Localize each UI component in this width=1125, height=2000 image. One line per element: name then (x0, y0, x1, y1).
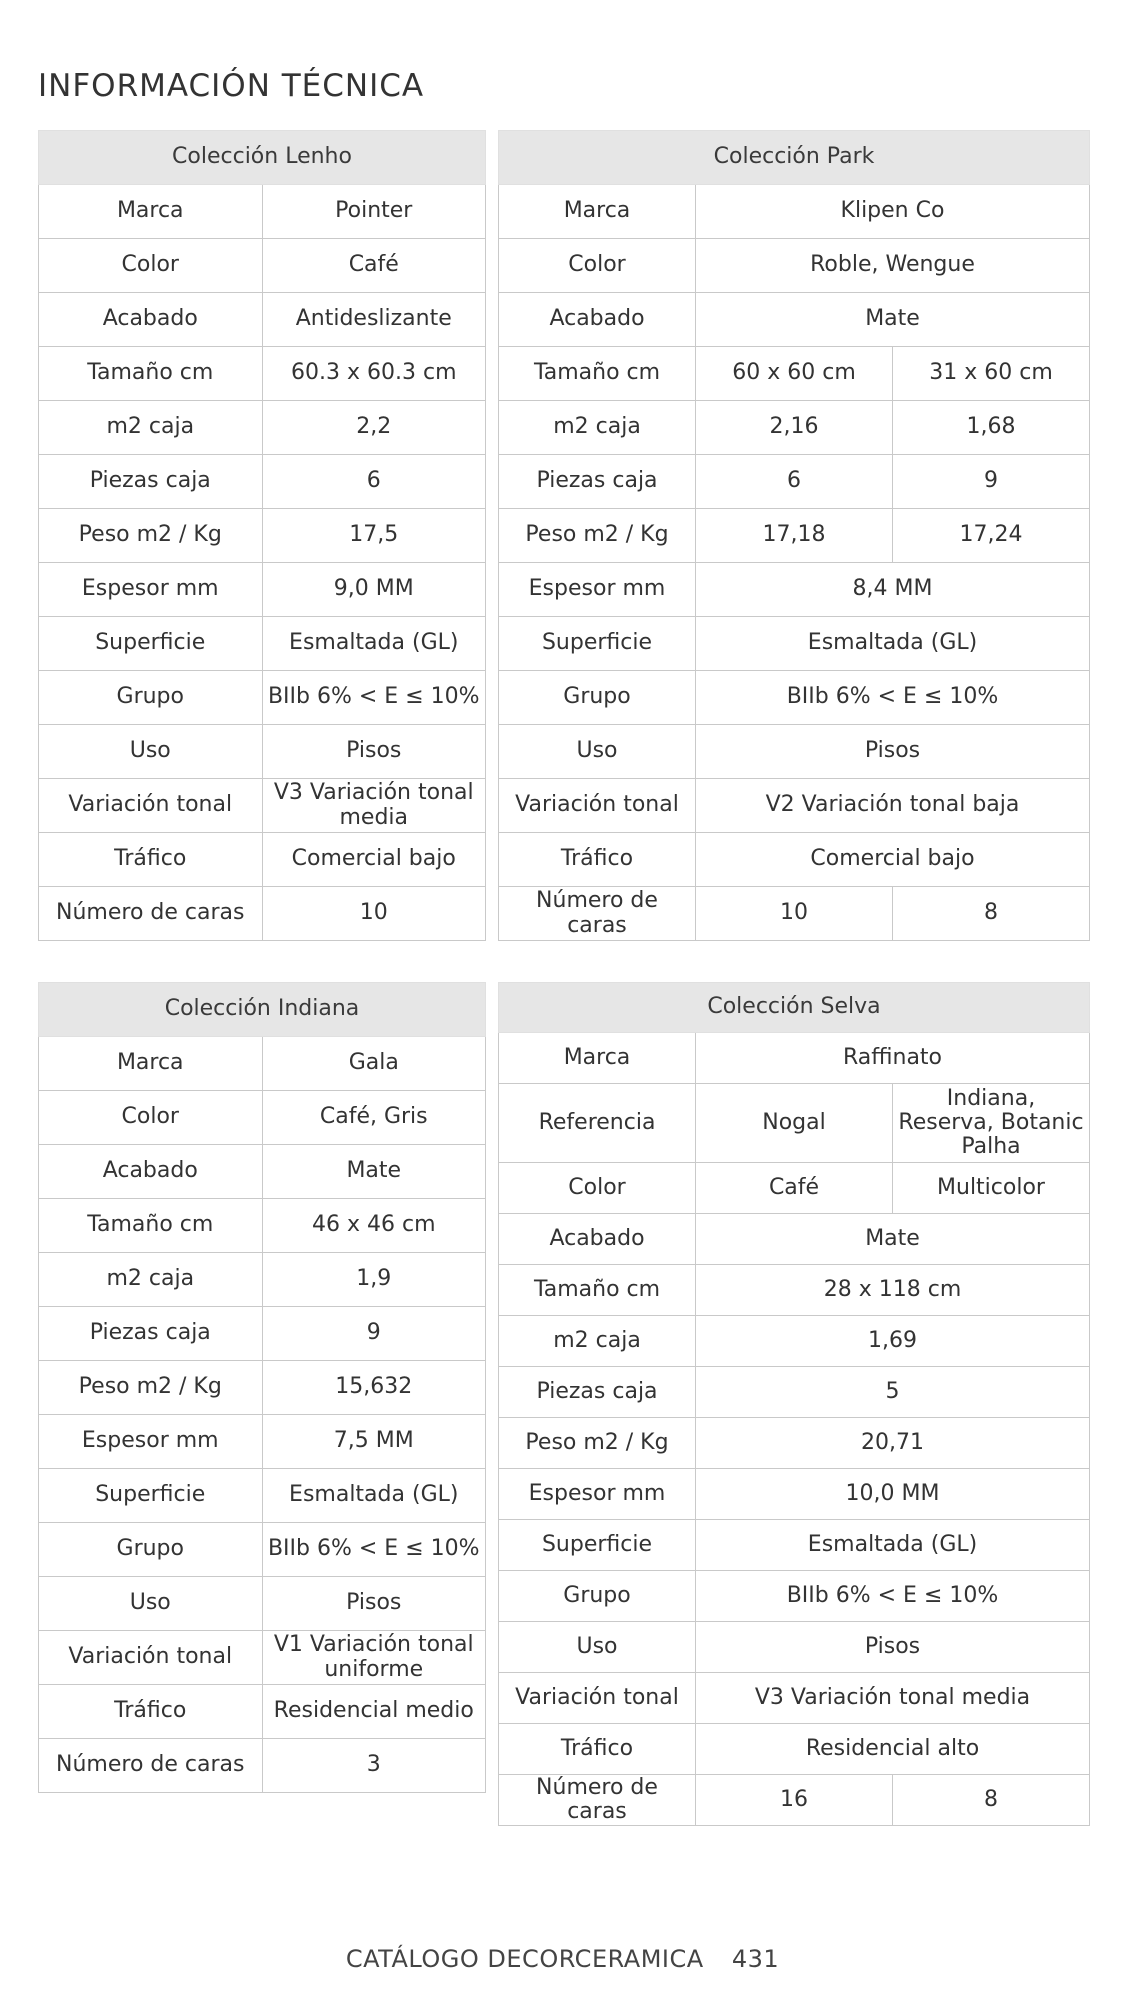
spec-label: Tamaño cm (39, 1199, 263, 1253)
table-row (499, 617, 1090, 671)
spec-value: 28 x 118 cm (696, 1265, 1090, 1316)
spec-value: Esmaltada (GL) (262, 1469, 486, 1523)
footer-page-number: 431 (731, 1945, 780, 1973)
table-row (39, 1415, 486, 1469)
table-row (39, 617, 486, 671)
spec-value: 7,5 MM (262, 1415, 486, 1469)
spec-value: Multicolor (893, 1163, 1090, 1214)
table-row (499, 347, 1090, 401)
spec-value: Indiana, Reserva, Botanic Palha (893, 1084, 1090, 1163)
spec-label: Variación tonal (499, 779, 696, 833)
table-row (39, 1577, 486, 1631)
spec-label: Peso m2 / Kg (499, 1418, 696, 1469)
spec-label: Tamaño cm (499, 347, 696, 401)
table-row (499, 887, 1090, 941)
spec-value: 1,69 (696, 1316, 1090, 1367)
table-row (499, 1214, 1090, 1265)
spec-table-selva (498, 982, 1090, 1826)
spec-value: V2 Variación tonal baja (696, 779, 1090, 833)
table-row (499, 563, 1090, 617)
table-row (39, 293, 486, 347)
spec-value: Pisos (696, 725, 1090, 779)
spec-label: Variación tonal (39, 1631, 263, 1685)
spec-label: Peso m2 / Kg (39, 1361, 263, 1415)
spec-label: Marca (39, 185, 263, 239)
spec-value: 9 (893, 455, 1090, 509)
table-header-row (39, 983, 486, 1037)
spec-value: BIIb 6% < E ≤ 10% (262, 671, 486, 725)
spec-value: Café (262, 239, 486, 293)
table-row (499, 509, 1090, 563)
spec-label: Grupo (39, 671, 263, 725)
table-row (39, 1685, 486, 1739)
spec-value: Mate (696, 1214, 1090, 1265)
spec-value: V3 Variación tonal media (696, 1673, 1090, 1724)
spec-value: Residencial alto (696, 1724, 1090, 1775)
spec-label: Piezas caja (39, 455, 263, 509)
spec-label: Variación tonal (39, 779, 263, 833)
table-row (499, 671, 1090, 725)
spec-value: Pisos (262, 1577, 486, 1631)
table-row (499, 833, 1090, 887)
spec-value: Mate (262, 1145, 486, 1199)
table-row (499, 1622, 1090, 1673)
table-row (499, 1520, 1090, 1571)
table-row (499, 1163, 1090, 1214)
table-row (39, 1523, 486, 1577)
spec-label: Superficie (499, 1520, 696, 1571)
table-row (499, 1367, 1090, 1418)
page-footer (0, 1945, 1125, 1973)
table-header-row (499, 983, 1090, 1033)
spec-value: 8 (893, 887, 1090, 941)
footer-catalog-name: CATÁLOGO DECORCERAMICA (345, 1945, 704, 1973)
table-row (499, 1033, 1090, 1084)
spec-value: 1,9 (262, 1253, 486, 1307)
spec-label: Marca (499, 185, 696, 239)
table-row (39, 1253, 486, 1307)
spec-value: V3 Variación tonal media (262, 779, 486, 833)
spec-table-lenho (38, 130, 486, 941)
spec-label: Grupo (39, 1523, 263, 1577)
spec-label: Espesor mm (39, 563, 263, 617)
spec-value: 10,0 MM (696, 1469, 1090, 1520)
spec-value: V1 Variación tonal uniforme (262, 1631, 486, 1685)
spec-table-indiana (38, 982, 486, 1793)
spec-label: Tráfico (499, 1724, 696, 1775)
spec-value: BIIb 6% < E ≤ 10% (696, 671, 1090, 725)
table-row (39, 563, 486, 617)
spec-label: Número de caras (499, 887, 696, 941)
spec-value: 10 (262, 887, 486, 941)
table-row (499, 1775, 1090, 1826)
table-row (39, 725, 486, 779)
spec-label: Color (39, 239, 263, 293)
table-row (499, 725, 1090, 779)
spec-value: 60.3 x 60.3 cm (262, 347, 486, 401)
table-header-row (39, 131, 486, 185)
spec-value: 9,0 MM (262, 563, 486, 617)
spec-label: Uso (39, 1577, 263, 1631)
spec-value: Pointer (262, 185, 486, 239)
table-row (39, 1145, 486, 1199)
spec-label: Tráfico (499, 833, 696, 887)
table-row (499, 455, 1090, 509)
spec-value: 6 (696, 455, 893, 509)
spec-label: Grupo (499, 671, 696, 725)
spec-value: 2,16 (696, 401, 893, 455)
spec-label: Uso (39, 725, 263, 779)
spec-label: Acabado (39, 1145, 263, 1199)
spec-value: Pisos (696, 1622, 1090, 1673)
spec-label: Número de caras (39, 1739, 263, 1793)
spec-value: 5 (696, 1367, 1090, 1418)
spec-value: 17,5 (262, 509, 486, 563)
spec-value: Roble, Wengue (696, 239, 1090, 293)
table-row (499, 1084, 1090, 1163)
spec-label: m2 caja (499, 401, 696, 455)
table-header-row (499, 131, 1090, 185)
spec-value: Klipen Co (696, 185, 1090, 239)
table-row (39, 509, 486, 563)
spec-value: 31 x 60 cm (893, 347, 1090, 401)
table-row (39, 455, 486, 509)
spec-label: Uso (499, 1622, 696, 1673)
spec-value: Nogal (696, 1084, 893, 1163)
spec-label: Espesor mm (499, 563, 696, 617)
spec-value: 15,632 (262, 1361, 486, 1415)
spec-value: 17,24 (893, 509, 1090, 563)
table-row (499, 1316, 1090, 1367)
spec-value: 8 (893, 1775, 1090, 1826)
spec-label: Piezas caja (39, 1307, 263, 1361)
spec-label: Tráfico (39, 833, 263, 887)
spec-label: Tráfico (39, 1685, 263, 1739)
table-row (39, 887, 486, 941)
table-row (499, 1724, 1090, 1775)
spec-label: Variación tonal (499, 1673, 696, 1724)
page-title: INFORMACIÓN TÉCNICA (38, 68, 425, 104)
spec-label: Color (499, 1163, 696, 1214)
spec-label: Espesor mm (499, 1469, 696, 1520)
table-row (39, 833, 486, 887)
spec-value: 17,18 (696, 509, 893, 563)
spec-label: Acabado (39, 293, 263, 347)
spec-label: Superficie (39, 1469, 263, 1523)
spec-value: Comercial bajo (262, 833, 486, 887)
spec-value: 10 (696, 887, 893, 941)
spec-value: Antideslizante (262, 293, 486, 347)
spec-label: m2 caja (499, 1316, 696, 1367)
collection-title: Colección Selva (499, 983, 1090, 1033)
table-row (499, 1673, 1090, 1724)
spec-value: Esmaltada (GL) (696, 1520, 1090, 1571)
table-row (499, 1418, 1090, 1469)
spec-label: m2 caja (39, 1253, 263, 1307)
spec-label: Acabado (499, 293, 696, 347)
spec-value: 60 x 60 cm (696, 347, 893, 401)
table-row (39, 347, 486, 401)
spec-value: Esmaltada (GL) (696, 617, 1090, 671)
spec-value: 6 (262, 455, 486, 509)
collection-title: Colección Lenho (39, 131, 486, 185)
table-row (39, 779, 486, 833)
spec-value: 3 (262, 1739, 486, 1793)
spec-label: Grupo (499, 1571, 696, 1622)
spec-value: Raffinato (696, 1033, 1090, 1084)
table-row (39, 1361, 486, 1415)
table-row (39, 1037, 486, 1091)
spec-table-park (498, 130, 1090, 941)
spec-label: Marca (39, 1037, 263, 1091)
spec-value: BIIb 6% < E ≤ 10% (696, 1571, 1090, 1622)
spec-value: 46 x 46 cm (262, 1199, 486, 1253)
spec-label: Espesor mm (39, 1415, 263, 1469)
spec-value: 2,2 (262, 401, 486, 455)
spec-value: Esmaltada (GL) (262, 617, 486, 671)
spec-label: Número de caras (39, 887, 263, 941)
spec-value: Pisos (262, 725, 486, 779)
table-row (39, 1739, 486, 1793)
spec-value: Café (696, 1163, 893, 1214)
table-row (39, 401, 486, 455)
spec-label: Piezas caja (499, 455, 696, 509)
table-row (39, 671, 486, 725)
spec-label: Color (499, 239, 696, 293)
spec-label: Referencia (499, 1084, 696, 1163)
spec-value: 8,4 MM (696, 563, 1090, 617)
spec-value: Café, Gris (262, 1091, 486, 1145)
table-row (39, 1631, 486, 1685)
spec-label: Número de caras (499, 1775, 696, 1826)
spec-value: Residencial medio (262, 1685, 486, 1739)
spec-label: Uso (499, 725, 696, 779)
table-row (499, 239, 1090, 293)
spec-value: 1,68 (893, 401, 1090, 455)
table-row (39, 1469, 486, 1523)
table-row (39, 185, 486, 239)
spec-value: Mate (696, 293, 1090, 347)
spec-label: Peso m2 / Kg (39, 509, 263, 563)
spec-label: m2 caja (39, 401, 263, 455)
spec-value: 9 (262, 1307, 486, 1361)
spec-label: Superficie (39, 617, 263, 671)
spec-value: BIIb 6% < E ≤ 10% (262, 1523, 486, 1577)
table-row (499, 1265, 1090, 1316)
spec-value: Gala (262, 1037, 486, 1091)
spec-value: Comercial bajo (696, 833, 1090, 887)
table-row (39, 1307, 486, 1361)
table-row (499, 1571, 1090, 1622)
spec-value: 20,71 (696, 1418, 1090, 1469)
spec-label: Tamaño cm (499, 1265, 696, 1316)
spec-label: Peso m2 / Kg (499, 509, 696, 563)
spec-label: Superficie (499, 617, 696, 671)
spec-label: Marca (499, 1033, 696, 1084)
table-row (499, 401, 1090, 455)
spec-value: 16 (696, 1775, 893, 1826)
table-row (39, 239, 486, 293)
spec-label: Tamaño cm (39, 347, 263, 401)
table-row (499, 293, 1090, 347)
table-row (39, 1199, 486, 1253)
table-row (499, 779, 1090, 833)
spec-label: Piezas caja (499, 1367, 696, 1418)
table-row (499, 185, 1090, 239)
spec-label: Acabado (499, 1214, 696, 1265)
spec-label: Color (39, 1091, 263, 1145)
table-row (39, 1091, 486, 1145)
collection-title: Colección Indiana (39, 983, 486, 1037)
collection-title: Colección Park (499, 131, 1090, 185)
table-row (499, 1469, 1090, 1520)
